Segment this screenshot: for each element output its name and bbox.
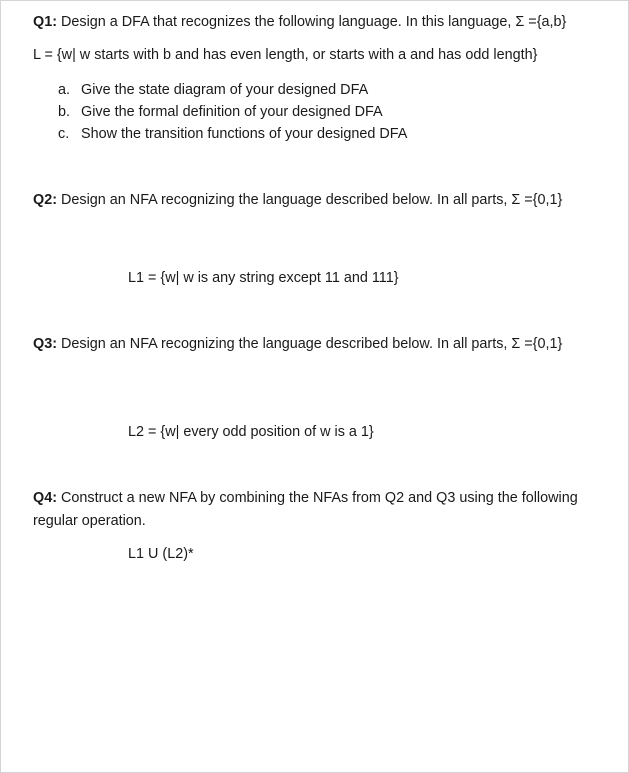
q2-language: L1 = {w| w is any string except 11 and 111} [128,270,399,286]
q1-item-a-text: Give the state diagram of your designed DFA [81,82,369,98]
q1-heading [33,13,566,31]
q3-label: Q3: [33,336,57,352]
q4-text-line1: Construct a new NFA by combining the NFAs from Q2 and Q3 using the following [57,490,578,506]
q1-label: Q1: [33,14,57,30]
q2-heading [33,191,562,209]
q4-heading [33,489,578,507]
q1-language: L = {w| w starts with b and has even length, or starts with a and has odd length} [33,47,538,63]
q3-language: L2 = {w| every odd position of w is a 1} [128,424,374,440]
q1-item-b-marker: b. [58,104,71,120]
q2-label: Q2: [33,192,57,208]
q1-item-b-text: Give the formal definition of your designed DFA [81,104,383,120]
q3-heading [33,335,562,353]
q4-text-line2: regular operation. [33,513,146,529]
q1-item-a-marker: a. [58,82,71,98]
q4-expression: L1 U (L2)* [128,546,194,562]
q1-item-c-marker: c. [58,126,70,142]
q1-item-c-text: Show the transition functions of your designed DFA [81,126,408,142]
q3-text: Design an NFA recognizing the language described below. In all parts, Σ ={0,1} [57,336,563,352]
q4-label: Q4: [33,490,57,506]
q2-text: Design an NFA recognizing the language described below. In all parts, Σ ={0,1} [57,192,563,208]
q1-text: Design a DFA that recognizes the following language. In this language, Σ ={a,b} [57,14,567,30]
